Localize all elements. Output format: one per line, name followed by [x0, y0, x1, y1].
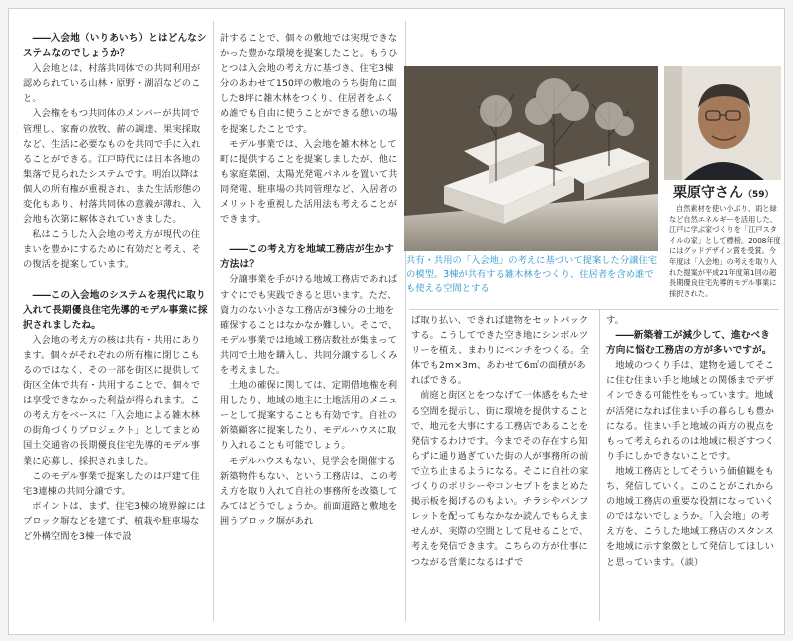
author-portrait — [664, 66, 781, 180]
section-heading-local-builders: ―― この考え方を地域工務店が生かす方法は？ — [220, 242, 400, 272]
paragraph: モデルハウスもない、見学会を開催する新築物件もない、という工務店は、この考え方を取り入れて自社の事務所を改築してみてはどうでしょうか。前面道路と敷地を囲うブロック塀があれ — [220, 455, 398, 527]
paragraph: 分譲事業を手がける地域工務店であればすぐにでも実践できると思います。ただ、資力のない小さな工務店が3棟分の土地を確保することはなかなか難しい。そこで、モデル事業では地域工務店数社が集まって共同で土地を購入し、共同分譲するしくみを考えました。 — [220, 274, 398, 376]
magazine-page — [8, 8, 785, 635]
portrait-illustration — [664, 66, 781, 180]
column-divider — [599, 309, 600, 621]
author-age: （59） — [743, 190, 774, 200]
author-name-text: 栗原守さん — [673, 185, 743, 201]
paragraph: 入会地の考え方の核は共有・共用にあります。個々がそれぞれの所有権に閉じこもるのではなく、その一部を街区に提供して街区全体で共有・共用することで、個々では享受できなかった利益が得られます。この考え方をベースに「入会地による雑木林の街角づくりプロジェクト」としてまとめ国土交通省の長期優良住宅先導的モデル事業に応募し、採択されました。 — [23, 334, 201, 467]
house-model-illustration — [404, 66, 658, 251]
paragraph: 入会権をもつ共同体のメンバーが共同で管理し、家畜の放牧、薪の調達、果実採取など、生活に必要なものを共同で手に入れることができる。江戸時代には日本各地の集落で見られたシステムです。明治以降は個人の所有権が重視され、また生活形態の変化もあり、村落共同体の意義が薄れ、入会地も次第に解体されていきました。 — [23, 108, 201, 226]
section-heading-model-project: ―― この入会地のシステムを現代に取り入れて長期優良住宅先導的モデル事業に採択されましたね。 — [23, 288, 208, 333]
paragraph: す。 — [606, 315, 624, 326]
paragraph: 計することで、個々の敷地では実現できなかった豊かな環境を提案したこと。もうひとつは入会地の考え方に基づき、住宅3棟分のあわせて150坪の敷地のうち街角に面した8坪に雑木林をつくり、住居者をふくめ誰でも自由に使うことができる憩いの場を提案したことです。 — [220, 33, 398, 135]
paragraph: モデル事業では、入会地を雑木林として町に提供することを提案しましたが、他にも家庭菜園、太陽光発電パネルを置いて共同発電、駐車場の共同管理など、入居者のメリットを重視した活用法も考えることができます。 — [220, 138, 398, 226]
author-name — [673, 185, 774, 203]
paragraph: 地域工務店としてそういう価値観をもち、発信していく。このことがこれからの地域工務店の重要な役割になっていくのではないでしょうか。「入会地」の考え方を、こうした地域工務店のスタンスを地域に示す象徴として発信してほしいと思っています。（談） — [606, 465, 775, 568]
paragraph: 私はこうした入会地の考え方が現代の住まいを豊かにするために有効だと考え、その復活を提案しています。 — [23, 229, 201, 271]
paragraph: 地域のつくり手は、建物を通してそこに住む住まい手と地域との関係までデザインできる可能性をもっています。地域が活発になれば住まい手の暮らしも豊かになる。住まい手と地域の両方の視点をもって考えられるのは地域に根ざすつくり手にしかできないことです。 — [606, 360, 775, 462]
section-heading-future-direction: ―― 新築着工が減少して、進むべき方向に悩む工務店の方が多いですが。 — [606, 328, 778, 358]
paragraph: ば取り払い、できれば建物をセットバックする。こうしてできた空き地にシンボルツリーを植え、まわりにベンチをつくる。全体でも2m×3m、あわせて6㎡の面積があればできる。 — [411, 315, 589, 387]
paragraph: 土地の確保に関しては、定期借地権を利用したり、地域の地主に土地活用のメニューとして提案することも有効です。自社の新築顧客に提案したり、モデルハウスに取り入れることも可能でしょう。 — [220, 380, 398, 452]
column-4 — [606, 313, 778, 570]
column-3 — [411, 313, 591, 570]
section-divider — [409, 309, 779, 310]
paragraph: ポイントは、まず、住宅3棟の境界線にはブロック塀などを建てず、植栽や駐車場など外構空間を3棟一体で設 — [23, 500, 206, 542]
column-2 — [220, 31, 400, 529]
column-divider — [213, 21, 214, 621]
house-model-photo — [404, 66, 658, 251]
house-model-caption: 共有・共用の「入会地」の考えに基づいて提案した分譲住宅の模型。3棟が共有する雑木林をつくり、住居者を含め誰でも使える空間とする — [406, 255, 658, 294]
author-profile: 自然素材を使い小ぶり、雨と緑など自然エネルギーを活用した、江戸に学ぶ家づくりを「江戸スタイルの家」として標榜。2008年度にはグッドデザイン賞を受賞。今年度は「入会地」の考えを取り入れた提案が平成21年度第1回の超長期優良住宅先導的モデル事業に採択された。 — [669, 204, 781, 298]
column-1 — [23, 31, 208, 544]
paragraph: 前庭と街区とをつなげて一体感をもたせる空間を提示し、街に環境を提供することで、地元を大事にする工務店であることを発信するわけです。今までその存在すら知らずに通り過ぎていた街の人が事務所の前で立ち止まるようになる。そこに自社の家づくりのポリシーやコンセプトをまとめた掲示板を掲げるのもよい。チラシやパンフレットを配ってもなかなか読んでもらえませんが、実際の空間として見せることで、考えを発信できます。こちらの方が仕事につながる営業になるはずで — [411, 390, 589, 568]
paragraph: 入会地とは、村落共同体での共同利用が認められている山林・原野・湖沼などのこと。 — [23, 63, 201, 105]
paragraph: このモデル事業で提案したのは戸建て住宅3連棟の共同分譲です。 — [23, 470, 200, 497]
section-heading-iriaichi: ―― 入会地（いりあいち）とはどんなシステムなのでしょうか？ — [23, 31, 208, 61]
